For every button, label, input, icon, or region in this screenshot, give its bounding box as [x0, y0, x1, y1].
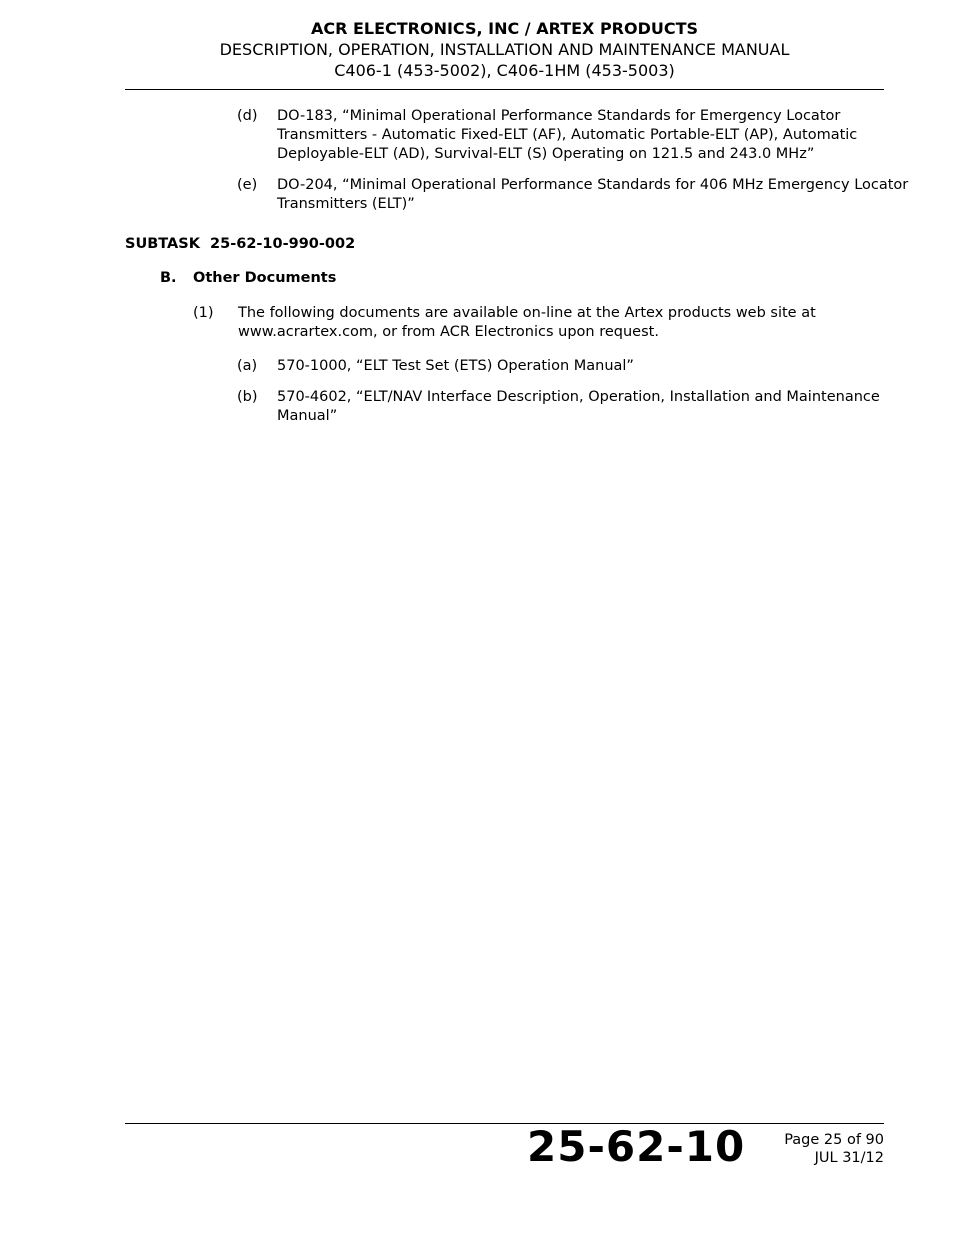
header-divider: [125, 89, 884, 90]
paragraph-label: (1): [193, 305, 214, 321]
page-number: Page 25 of 90: [784, 1132, 884, 1148]
text-line: Deployable-ELT (AD), Survival-ELT (S) Operating on 121.5 and 243.0 MHz”: [277, 146, 815, 162]
section-title: Other Documents: [193, 270, 337, 286]
list-item-text: [277, 388, 897, 426]
list-item-label: (d): [237, 108, 258, 124]
page-header: [125, 19, 884, 81]
revision-date: JUL 31/12: [814, 1150, 884, 1166]
company-name: ACR ELECTRONICS, INC / ARTEX PRODUCTS: [310, 19, 699, 38]
list-item-label: (e): [237, 177, 258, 193]
footer-divider: [125, 1123, 884, 1124]
text-line: The following documents are available on-line at the Artex products web site at: [238, 305, 816, 321]
text-line: Transmitters (ELT)”: [277, 196, 415, 212]
paragraph-text: [238, 304, 858, 342]
list-item-label: (b): [237, 389, 258, 405]
text-line: www.acrartex.com, or from ACR Electronics upon request.: [238, 324, 659, 340]
page-info: [700, 1131, 884, 1167]
text-line: DO-204, “Minimal Operational Performance Standards for 406 MHz Emergency Locator: [277, 177, 909, 193]
list-item-text: [277, 357, 897, 376]
text-line: 570-4602, “ELT/NAV Interface Description, Operation, Installation and Maintenance: [277, 389, 880, 405]
list-item-text: [277, 176, 909, 214]
model-numbers: C406-1 (453-5002), C406-1HM (453-5003): [334, 61, 675, 80]
text-line: 570-1000, “ELT Test Set (ETS) Operation Manual”: [277, 358, 634, 374]
text-line: DO-183, “Minimal Operational Performance Standards for Emergency Locator: [277, 108, 841, 124]
chapter-code: 25-62-10: [527, 1122, 746, 1171]
subtask-heading: SUBTASK 25-62-10-990-002: [125, 236, 356, 252]
text-line: Manual”: [277, 408, 338, 424]
text-line: Transmitters - Automatic Fixed-ELT (AF), Automatic Portable-ELT (AP), Automatic: [277, 127, 858, 143]
list-item-label: (a): [237, 358, 258, 374]
manual-title: DESCRIPTION, OPERATION, INSTALLATION AND MAINTENANCE MANUAL: [219, 40, 790, 59]
list-item-text: [277, 107, 897, 164]
section-label: B.: [160, 270, 177, 286]
